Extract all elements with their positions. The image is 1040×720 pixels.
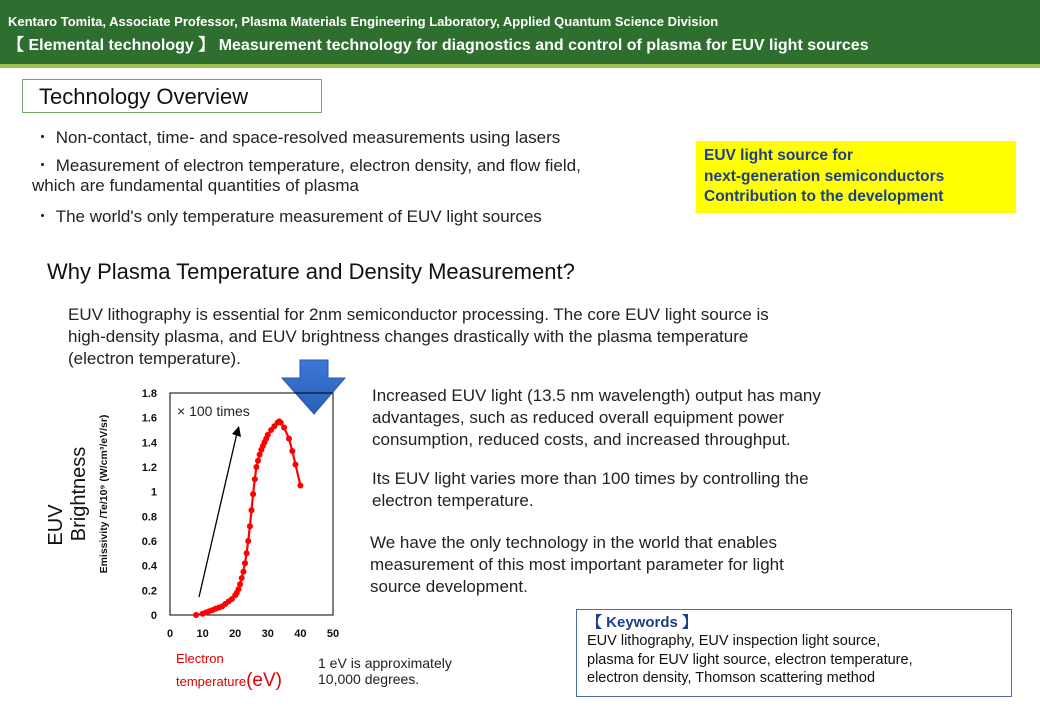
author-line: Kentaro Tomita, Associate Professor, Plasma Materials Engineering Laboratory, Applied Quantum Science Division — [8, 14, 719, 29]
down-arrow-icon — [282, 360, 345, 414]
data-point — [249, 507, 255, 513]
advantages-line-1: Increased EUV light (13.5 nm wavelength) output has many — [372, 386, 821, 405]
ev-note-line-2: 10,000 degrees. — [318, 671, 420, 687]
y-tick-label: 0.4 — [141, 560, 157, 573]
x-tick-label: 50 — [326, 628, 340, 640]
y-tick-label: 1.2 — [141, 462, 157, 474]
data-point — [286, 436, 292, 442]
data-point — [281, 425, 287, 431]
keywords-line-3: electron density, Thomson scattering method — [587, 670, 876, 686]
data-point — [239, 575, 245, 581]
variation-line-2: electron temperature. — [372, 491, 534, 510]
data-point — [250, 491, 256, 497]
y-tick-label: 0.6 — [141, 536, 157, 548]
keywords-line-2: plasma for EUV light source, electron temperature, — [587, 651, 913, 668]
brightness-caption: Brightness — [68, 446, 90, 542]
data-point — [240, 569, 246, 575]
y-tick-label: 1.6 — [141, 412, 157, 425]
overview-bullet-1: ・ Non-contact, time- and space-resolved measurements using lasers — [34, 128, 561, 147]
advantages-paragraph — [372, 385, 821, 451]
highlight-line-3: Contribution to the development — [704, 188, 944, 205]
x-tick-label: 0 — [166, 628, 174, 640]
data-point — [297, 483, 303, 489]
x-caption-temperature — [176, 670, 282, 692]
overview-bullet-3: ・ The world's only temperature measurement of EUV light sources — [34, 207, 542, 226]
variation-line-1: Its EUV light varies more than 100 times by controlling the — [372, 469, 809, 488]
x-tick-label: 10 — [196, 628, 209, 640]
ev-note — [318, 655, 452, 687]
data-point — [278, 420, 284, 426]
data-point — [253, 464, 259, 470]
x-caption-unit: (eV) — [246, 670, 282, 691]
y-tick-label: 0 — [150, 610, 157, 622]
x-caption-temperature-word: temperature — [176, 674, 247, 689]
data-point — [255, 458, 261, 464]
data-point — [293, 462, 299, 468]
unique-tech-line-3: source development. — [370, 577, 528, 596]
why-paragraph-line-1: EUV lithography is essential for 2nm semiconductor processing. The core EUV light source is — [68, 305, 769, 324]
why-paragraph-line-3: (electron temperature). — [68, 349, 241, 368]
unique-tech-line-1: We have the only technology in the world that enables — [370, 533, 778, 552]
x-tick-label: 20 — [229, 628, 242, 640]
x-tick-labels — [167, 628, 339, 640]
page-title: 【 Elemental technology 】 Measurement technology for diagnostics and control of plasma for EUV light sources — [8, 37, 869, 54]
advantages-line-2: advantages, such as reduced overall equipment power — [372, 408, 785, 427]
y-tick-label: 0.8 — [141, 511, 157, 524]
y-tick-label: 1.4 — [141, 437, 157, 450]
y-tick-label: 1.8 — [141, 388, 157, 400]
x-tick-label: 30 — [261, 628, 274, 640]
y-tick-label: 1 — [150, 486, 157, 499]
data-point — [193, 612, 199, 618]
unique-tech-paragraph — [370, 532, 784, 598]
chart-annotation: × 100 times — [177, 403, 250, 419]
data-point — [289, 448, 295, 454]
data-point — [245, 538, 251, 544]
x-caption-electron: Electron — [176, 651, 224, 666]
variation-paragraph — [372, 468, 809, 512]
x-tick-label: 40 — [294, 628, 307, 640]
y-tick-labels — [142, 388, 158, 622]
overview-heading: Technology Overview — [39, 84, 249, 109]
highlight-line-2: next-generation semiconductors — [704, 167, 945, 185]
data-point — [247, 523, 253, 529]
keywords-box — [576, 609, 1012, 697]
y-tick-label: 0.2 — [141, 585, 157, 598]
keywords-title: 【 Keywords 】 — [587, 614, 698, 631]
data-point — [242, 560, 248, 566]
series-line — [196, 421, 300, 615]
data-point — [237, 581, 243, 587]
overview-bullet-2: ・ Measurement of electron temperature, electron density, and flow field, — [34, 156, 581, 175]
ev-note-line-1: 1 eV is approximately — [318, 655, 452, 671]
advantages-line-3: consumption, reduced costs, and increased throughput. — [372, 430, 791, 449]
overview-bullet-2-cont: which are fundamental quantities of plasma — [32, 176, 359, 195]
data-points — [193, 418, 303, 618]
why-paragraph-line-2: high-density plasma, and EUV brightness changes drastically with the plasma temperature — [68, 327, 749, 346]
trend-arrow-head-icon — [232, 426, 241, 437]
keywords-line-1: EUV lithography, EUV inspection light source, — [587, 633, 881, 649]
data-point — [244, 550, 250, 556]
data-point — [265, 432, 271, 438]
data-point — [252, 476, 258, 482]
trend-arrow-line — [199, 433, 237, 597]
highlight-line-1: EUV light source for — [704, 147, 853, 164]
euv-caption: EUV — [45, 504, 67, 546]
unique-tech-line-2: measurement of this most important parameter for light — [370, 555, 784, 574]
y-axis-label: Emissivity /Te/10⁹ (W/cm³/eV/sr) — [98, 414, 110, 574]
why-heading: Why Plasma Temperature and Density Measurement? — [47, 259, 575, 284]
